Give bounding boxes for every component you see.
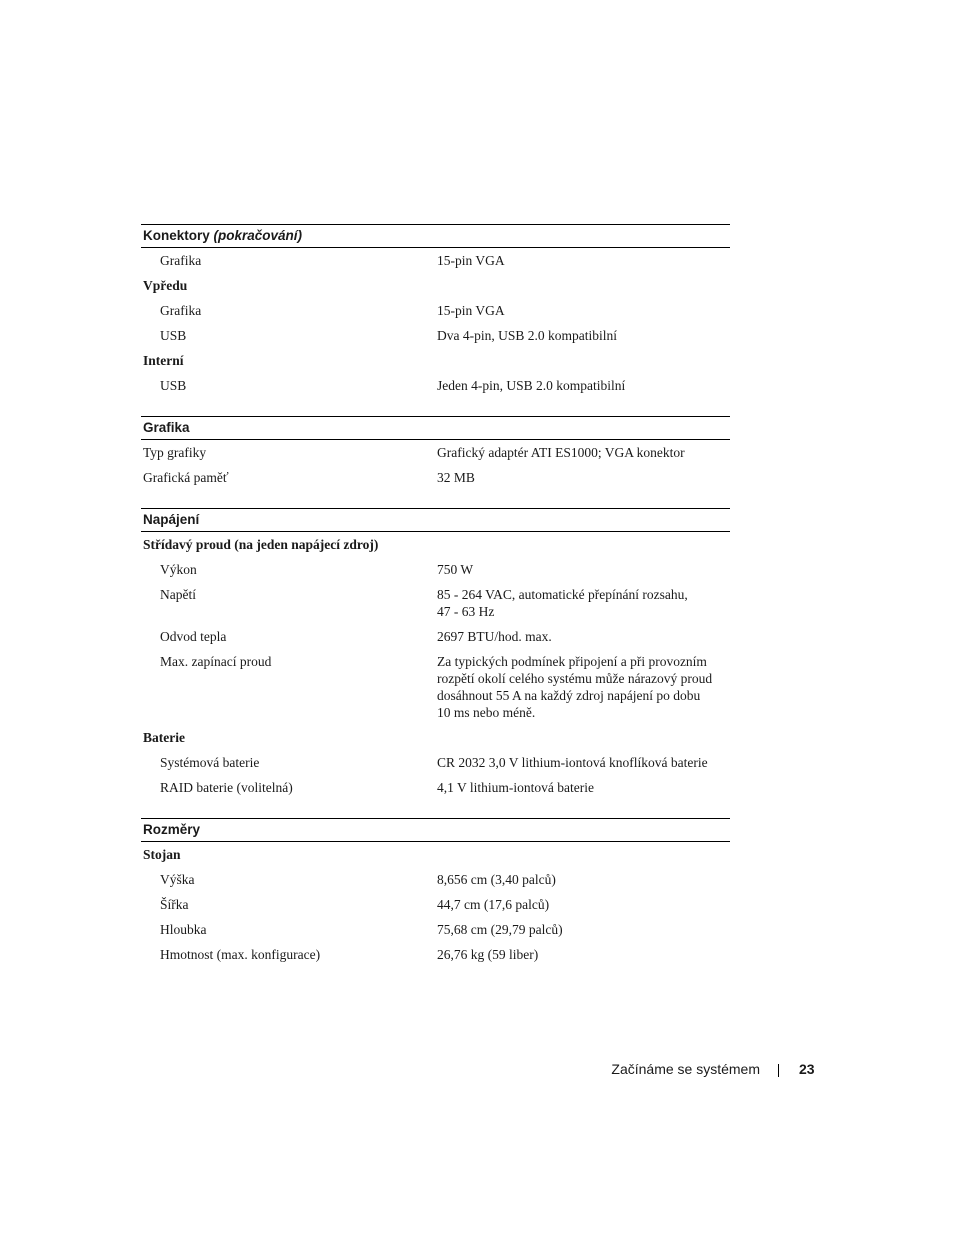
spec-label: Výkon xyxy=(160,562,197,577)
spec-label: Systémová baterie xyxy=(160,755,260,770)
spec-value xyxy=(437,729,730,746)
spec-section xyxy=(141,416,730,490)
spec-value: 750 W xyxy=(437,562,474,577)
section-title: Grafika xyxy=(143,420,190,435)
spec-row xyxy=(141,373,730,398)
spec-label: USB xyxy=(160,378,187,393)
spec-row xyxy=(141,867,730,892)
spec-value: 26,76 kg (59 liber) xyxy=(437,947,539,962)
section-heading xyxy=(141,416,730,440)
spec-value: 4,1 V lithium-iontová baterie xyxy=(437,780,594,795)
spec-value xyxy=(437,536,730,553)
spec-row xyxy=(141,248,730,273)
spec-row xyxy=(141,557,730,582)
subheading-row xyxy=(141,532,730,557)
spec-label: Grafická paměť xyxy=(143,470,229,485)
spec-value: 2697 BTU/hod. max. xyxy=(437,629,552,644)
footer-separator xyxy=(778,1064,779,1077)
spec-label: Šířka xyxy=(160,897,189,912)
subheading-row xyxy=(141,348,730,373)
spec-row xyxy=(141,750,730,775)
spec-row xyxy=(141,624,730,649)
spec-section xyxy=(141,818,730,967)
section-heading xyxy=(141,818,730,842)
spec-row xyxy=(141,323,730,348)
spec-value: Grafický adaptér ATI ES1000; VGA konektor xyxy=(437,445,685,460)
spec-label: Grafika xyxy=(160,303,202,318)
subheading-row xyxy=(141,842,730,867)
spec-value: 15-pin VGA xyxy=(437,303,505,318)
section-title: Napájení xyxy=(143,512,200,527)
spec-value: 8,656 cm (3,40 palců) xyxy=(437,872,556,887)
subheading-label: Interní xyxy=(143,353,184,368)
subheading-label: Stojan xyxy=(143,847,181,862)
spec-row xyxy=(141,582,730,624)
spec-section xyxy=(141,508,730,800)
spec-value: CR 2032 3,0 V lithium-iontová knoflíková baterie xyxy=(437,755,708,770)
subheading-label: Střídavý proud (na jeden napájecí zdroj) xyxy=(143,537,379,552)
section-continued-note: (pokračování) xyxy=(213,228,303,243)
spec-label: Max. zapínací proud xyxy=(160,654,272,669)
section-title: Konektory xyxy=(143,228,210,243)
spec-row xyxy=(141,942,730,967)
spec-value: 75,68 cm (29,79 palců) xyxy=(437,922,563,937)
subheading-row xyxy=(141,273,730,298)
section-heading xyxy=(141,508,730,532)
spec-label: Napětí xyxy=(160,587,196,602)
spec-row xyxy=(141,775,730,800)
spec-row xyxy=(141,917,730,942)
spec-row xyxy=(141,649,730,725)
page-footer xyxy=(0,1061,954,1079)
spec-row xyxy=(141,440,730,465)
spec-value: 44,7 cm (17,6 palců) xyxy=(437,897,550,912)
spec-row xyxy=(141,465,730,490)
spec-row xyxy=(141,298,730,323)
spec-table xyxy=(141,224,730,985)
spec-row xyxy=(141,892,730,917)
spec-value: Jeden 4-pin, USB 2.0 kompatibilní xyxy=(437,378,626,393)
spec-value: Za typických podmínek připojení a při provozním rozpětí okolí celého systému může nárazový proud dosáhnout 55 A na každý zdroj napájení po dobu 10 ms nebo méně. xyxy=(437,654,713,720)
page-number: 23 xyxy=(799,1061,815,1077)
spec-label: Hloubka xyxy=(160,922,207,937)
spec-section xyxy=(141,224,730,398)
spec-value: Dva 4-pin, USB 2.0 kompatibilní xyxy=(437,328,617,343)
spec-label: Hmotnost (max. konfigurace) xyxy=(160,947,321,962)
subheading-label: Vpředu xyxy=(143,278,188,293)
spec-value: 85 - 264 VAC, automatické přepínání rozsahu, 47 - 63 Hz xyxy=(437,587,688,619)
spec-label: Grafika xyxy=(160,253,202,268)
footer-title: Začínáme se systémem xyxy=(611,1061,760,1077)
subheading-label: Baterie xyxy=(143,730,185,745)
spec-value xyxy=(437,846,730,863)
spec-label: Typ grafiky xyxy=(143,445,207,460)
spec-label: Odvod tepla xyxy=(160,629,227,644)
spec-label: USB xyxy=(160,328,187,343)
spec-label: Výška xyxy=(160,872,195,887)
spec-value xyxy=(437,277,730,294)
spec-value xyxy=(437,352,730,369)
subheading-row xyxy=(141,725,730,750)
section-title: Rozměry xyxy=(143,822,201,837)
section-heading xyxy=(141,224,730,248)
spec-value: 15-pin VGA xyxy=(437,253,505,268)
spec-label: RAID baterie (volitelná) xyxy=(160,780,293,795)
spec-value: 32 MB xyxy=(437,470,475,485)
